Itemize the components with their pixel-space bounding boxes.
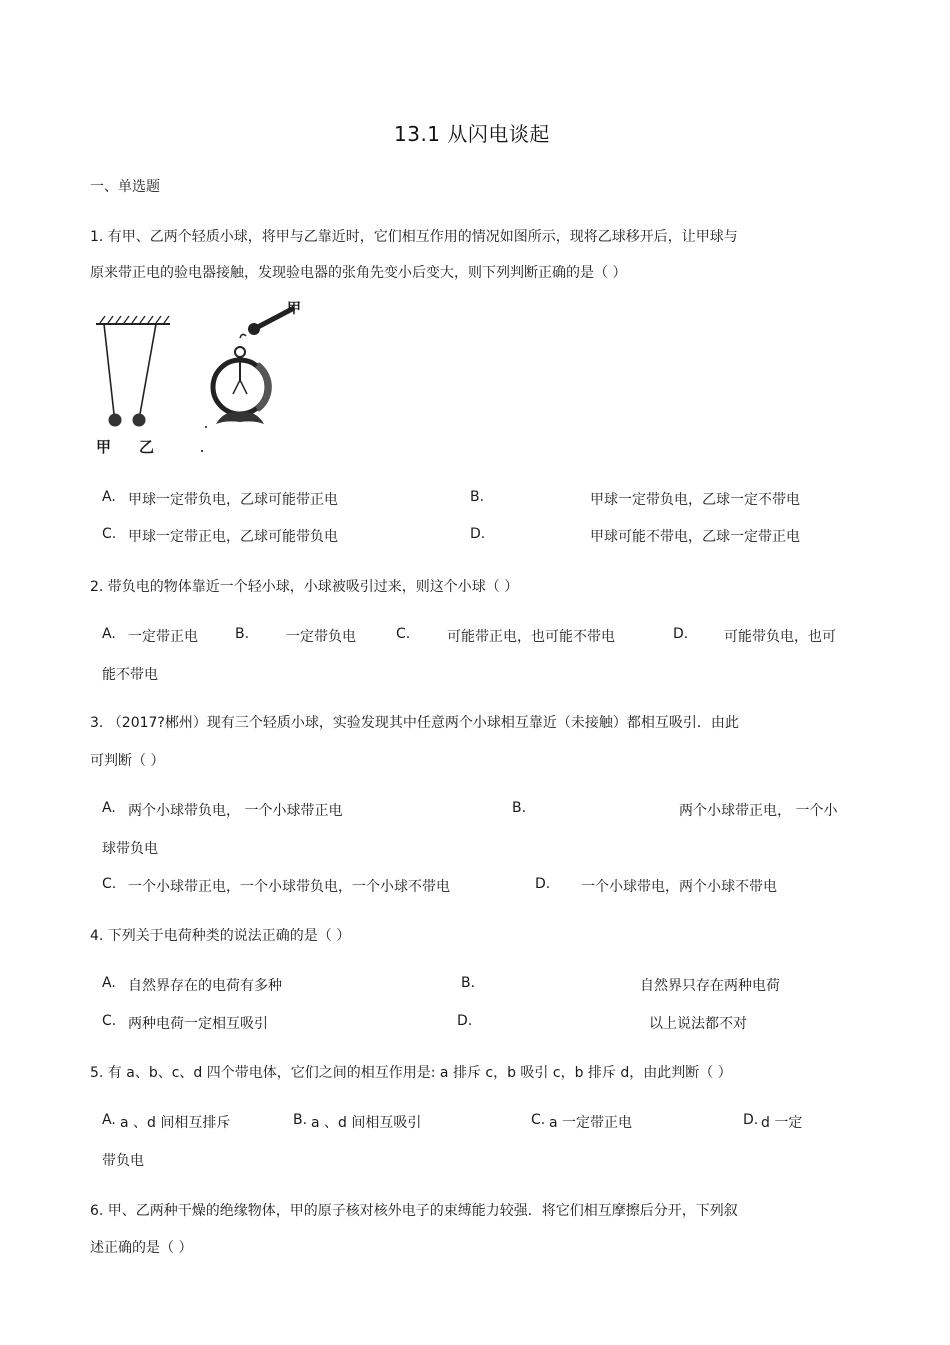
electroscope-figure bbox=[200, 300, 310, 440]
q4-option-c-text[interactable]: 两种电荷一定相互吸引 bbox=[128, 1016, 268, 1032]
question-6-line-1: 6. 甲、乙两种干燥的绝缘物体，甲的原子核对核外电子的束缚能力较强．将它们相互摩擦后分开，下列叙 bbox=[90, 1203, 738, 1219]
page-title: 13.1 从闪电谈起 bbox=[394, 122, 550, 146]
q2-option-b-letter[interactable]: B. bbox=[235, 626, 250, 642]
q2-option-d-letter[interactable]: D. bbox=[673, 626, 689, 642]
q3-option-c-letter[interactable]: C. bbox=[102, 876, 117, 892]
q3-option-b-letter[interactable]: B. bbox=[512, 800, 527, 816]
q4-option-d-text[interactable]: 以上说法都不对 bbox=[649, 1016, 747, 1032]
q4-option-c-letter[interactable]: C. bbox=[102, 1013, 117, 1029]
question-4-line-1: 4. 下列关于电荷种类的说法正确的是（ ） bbox=[90, 928, 351, 944]
q4-option-b-text[interactable]: 自然界只存在两种电荷 bbox=[640, 978, 780, 994]
q3-option-b-wrap[interactable]: 球带负电 bbox=[102, 841, 158, 857]
q5-option-b-text[interactable]: a 、d 间相互吸引 bbox=[311, 1115, 422, 1131]
q2-option-a-letter[interactable]: A. bbox=[102, 626, 116, 642]
q5-option-c-letter[interactable]: C. bbox=[531, 1112, 546, 1128]
q2-option-d-wrap[interactable]: 能不带电 bbox=[102, 667, 158, 683]
q5-option-d-wrap[interactable]: 带负电 bbox=[102, 1153, 144, 1169]
question-6-line-2: 述正确的是（ ） bbox=[90, 1240, 193, 1256]
q2-option-b-text[interactable]: 一定带负电 bbox=[286, 629, 356, 645]
figure-label-jia-right: 甲 bbox=[287, 301, 301, 317]
q1-option-c-text[interactable]: 甲球一定带正电，乙球可能带负电 bbox=[128, 529, 338, 545]
q1-option-a-text[interactable]: 甲球一定带负电，乙球可能带正电 bbox=[128, 492, 338, 508]
q1-option-c-letter[interactable]: C. bbox=[102, 526, 117, 542]
q1-option-d-text[interactable]: 甲球可能不带电，乙球一定带正电 bbox=[590, 529, 800, 545]
question-3-line-2: 可判断（ ） bbox=[90, 753, 165, 769]
figure-label-jia-left: 甲 bbox=[96, 438, 112, 456]
question-1-line-2: 原来带正电的验电器接触，发现验电器的张角先变小后变大，则下列判断正确的是（ ） bbox=[90, 265, 627, 281]
question-1-line-1: 1. 有甲、乙两个轻质小球，将甲与乙靠近时，它们相互作用的情况如图所示，现将乙球移开后，让甲球与 bbox=[90, 229, 738, 245]
q3-option-d-text[interactable]: 一个小球带电，两个小球不带电 bbox=[581, 879, 777, 895]
q1-option-b-letter[interactable]: B. bbox=[470, 489, 485, 505]
q4-option-a-letter[interactable]: A. bbox=[102, 975, 116, 991]
q5-option-a-text[interactable]: a 、d 间相互排斥 bbox=[120, 1115, 231, 1131]
section-heading: 一、单选题 bbox=[90, 179, 160, 195]
q1-option-a-letter[interactable]: A. bbox=[102, 489, 116, 505]
q4-option-a-text[interactable]: 自然界存在的电荷有多种 bbox=[128, 978, 282, 994]
figure-dot bbox=[201, 450, 203, 452]
q5-option-a-letter[interactable]: A. bbox=[102, 1112, 116, 1128]
q5-option-c-text[interactable]: a 一定带正电 bbox=[549, 1115, 633, 1131]
question-5-line-1: 5. 有 a、b、c、d 四个带电体，它们之间的相互作用是: a 排斥 c，b 吸引 c，b 排斥 d，由此判断（ ） bbox=[90, 1065, 732, 1081]
question-2-line-1: 2. 带负电的物体靠近一个轻小球，小球被吸引过来，则这个小球（ ） bbox=[90, 579, 519, 595]
q3-option-a-text[interactable]: 两个小球带负电， 一个小球带正电 bbox=[128, 803, 343, 819]
question-3-line-1: 3. （2017?郴州）现有三个轻质小球，实验发现其中任意两个小球相互靠近（未接触）都相互吸引．由此 bbox=[90, 715, 739, 731]
q1-option-b-text[interactable]: 甲球一定带负电，乙球一定不带电 bbox=[590, 492, 800, 508]
q4-option-d-letter[interactable]: D. bbox=[457, 1013, 473, 1029]
q2-option-a-text[interactable]: 一定带正电 bbox=[128, 629, 198, 645]
figure-label-yi-left: 乙 bbox=[139, 438, 155, 456]
q3-option-d-letter[interactable]: D. bbox=[535, 876, 551, 892]
q5-option-d-letter[interactable]: D. bbox=[743, 1112, 759, 1128]
q2-option-c-text[interactable]: 可能带正电，也可能不带电 bbox=[447, 629, 615, 645]
q2-option-d-text[interactable]: 可能带负电，也可 bbox=[724, 629, 836, 645]
q3-option-b-text[interactable]: 两个小球带正电， 一个小 bbox=[679, 803, 838, 819]
q5-option-b-letter[interactable]: B. bbox=[293, 1112, 308, 1128]
q2-option-c-letter[interactable]: C. bbox=[396, 626, 411, 642]
q3-option-a-letter[interactable]: A. bbox=[102, 800, 116, 816]
q1-option-d-letter[interactable]: D. bbox=[470, 526, 486, 542]
q4-option-b-letter[interactable]: B. bbox=[461, 975, 476, 991]
q5-option-d-text[interactable]: d 一定 bbox=[761, 1115, 803, 1131]
q3-option-c-text[interactable]: 一个小球带正电，一个小球带负电，一个小球不带电 bbox=[128, 879, 450, 895]
